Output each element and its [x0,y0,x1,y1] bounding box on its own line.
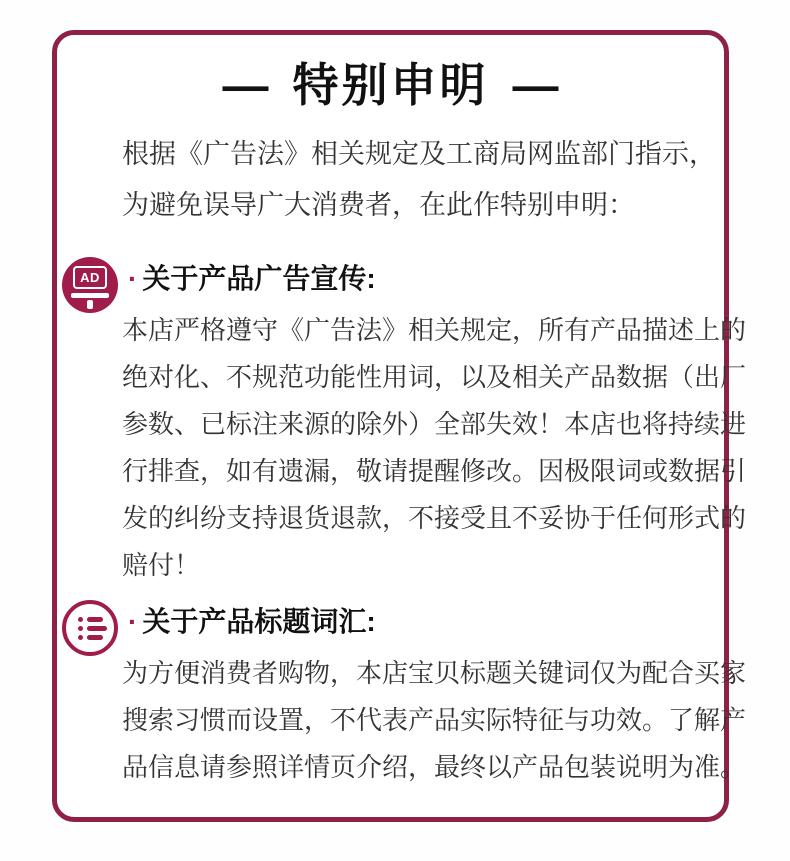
ad-sign-shape [73,266,107,289]
page-title: 特别申明 [292,59,489,111]
intro-line: 根据《广告法》相关规定及工商局网监部门指示， [122,139,716,169]
bullet-list-icon [62,600,118,656]
section-heading [128,259,724,299]
ad-sign-post [87,300,93,309]
section-title-keywords [57,600,747,791]
heading-bullet: · [128,606,138,637]
ad-icon-circle [62,257,118,313]
body-line: 绝对化、不规范功能性用词，以及相关产品数据（出厂 [122,362,747,392]
section-heading [128,602,724,642]
ad-icon-label: AD [80,270,100,285]
section-ad-statement [57,257,747,589]
ad-billboard-icon [62,257,118,313]
section-heading-text: 关于产品标题词汇: [142,606,376,637]
statement-card [52,30,747,822]
list-icon-circle [62,600,118,656]
page-title-row [57,59,724,111]
title-dash-right: — [512,59,559,111]
body-line: 本店严格遵守《广告法》相关规定，所有产品描述上的 [122,315,747,345]
body-line: 搜索习惯而设置，不代表产品实际特征与功效。了解产 [122,705,747,735]
intro-line: 为避免误导广大消费者，在此作特别申明： [122,190,635,220]
heading-bullet: · [128,263,138,294]
body-line: 品信息请参照详情页介绍，最终以产品包装说明为准。 [122,752,747,782]
section-body [122,307,747,589]
body-line: 行排查，如有遗漏，敬请提醒修改。因极限词或数据引 [122,456,747,486]
body-line: 赔付！ [122,550,201,580]
intro-paragraph [122,129,716,231]
body-line: 为方便消费者购物，本店宝贝标题关键词仅为配合买家 [122,658,747,688]
body-line: 参数、已标注来源的除外）全部失效！本店也将持续进 [122,409,747,439]
section-heading-text: 关于产品广告宣传: [142,263,376,294]
ad-sign-base [71,293,109,298]
title-dash-left: — [222,59,269,111]
section-body [122,650,747,791]
body-line: 发的纠纷支持退货退款，不接受且不妥协于任何形式的 [122,503,747,533]
